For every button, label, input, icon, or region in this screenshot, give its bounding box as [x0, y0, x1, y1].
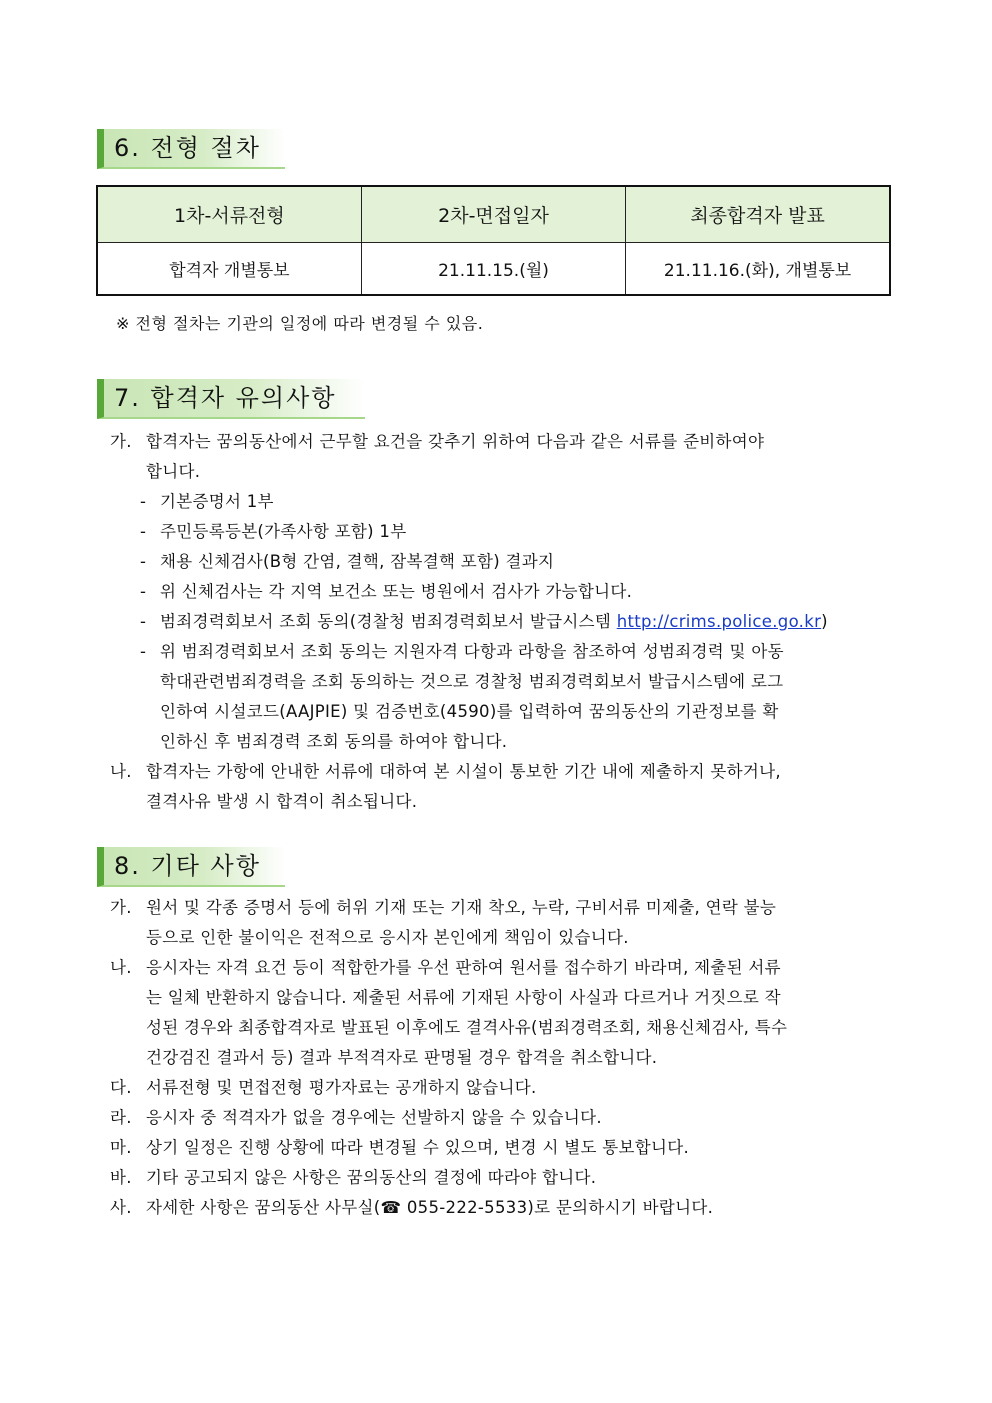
procedure-table	[96, 185, 891, 296]
item-marker: 바.	[110, 1168, 132, 1187]
list-item	[110, 953, 910, 983]
list-item	[110, 1163, 910, 1193]
list-item	[110, 1103, 910, 1133]
sub-item-text-continuation: 학대관련범죄경력을 조회 동의하는 것으로 경찰청 범죄경력회보서 발급시스템에 로그	[160, 672, 784, 691]
item-marker: 나.	[110, 762, 132, 781]
dash-bullet: -	[140, 552, 147, 571]
item-text-continuation: 등으로 인한 불이익은 전적으로 응시자 본인에게 책임이 있습니다.	[146, 928, 629, 947]
table-header-cell: 1차-서류전형	[97, 186, 361, 243]
item-marker: 마.	[110, 1138, 132, 1157]
item-text: 기타 공고되지 않은 사항은 꿈의동산의 결정에 따라야 합니다.	[146, 1168, 597, 1187]
dash-bullet: -	[140, 492, 147, 511]
item-text: 응시자는 자격 요건 등이 적합한가를 우선 판하여 원서를 접수하기 바라며, 제출된 서류	[146, 958, 781, 977]
sub-item-text: )	[821, 612, 828, 631]
sub-item-text: 기본증명서 1부	[160, 492, 274, 511]
sub-list-item	[110, 637, 910, 667]
dash-bullet: -	[140, 522, 147, 541]
sub-item-text-continuation: 인하여 시설코드(AAJPIE) 및 검증번호(4590)를 입력하여 꿈의동산의 기관정보를 확	[160, 702, 779, 721]
item-text: 합격자는 가항에 안내한 서류에 대하여 본 시설이 통보한 기간 내에 제출하지 못하거나,	[146, 762, 781, 781]
table-header-cell: 2차-면접일자	[361, 186, 625, 243]
section-8-body	[110, 893, 910, 1223]
sub-item-text-continuation: 인하신 후 범죄경력 조회 동의를 하여야 합니다.	[160, 732, 508, 751]
list-item	[110, 1073, 910, 1103]
table-cell: 합격자 개별통보	[97, 243, 361, 296]
sub-list-item	[110, 607, 910, 637]
list-item	[110, 1133, 910, 1163]
sub-list-item	[110, 487, 910, 517]
item-text: 서류전형 및 면접전형 평가자료는 공개하지 않습니다.	[146, 1078, 537, 1097]
item-marker: 사.	[110, 1198, 132, 1217]
list-item	[110, 757, 910, 787]
list-item	[110, 1193, 910, 1223]
table-header-cell: 최종합격자 발표	[626, 186, 890, 243]
item-marker: 가.	[110, 432, 132, 451]
item-text: 원서 및 각종 증명서 등에 허위 기재 또는 기재 착오, 누락, 구비서류 미제출, 연락 불능	[146, 898, 777, 917]
dash-bullet: -	[140, 582, 147, 601]
section-8-heading: 8. 기타 사항	[97, 847, 285, 887]
sub-item-text: 위 범죄경력회보서 조회 동의는 지원자격 다항과 라항을 참조하여 성범죄경력 및 아동	[160, 642, 784, 661]
item-marker: 라.	[110, 1108, 132, 1127]
sub-item-text: 위 신체검사는 각 지역 보건소 또는 병원에서 검사가 가능합니다.	[160, 582, 633, 601]
table-header-row	[97, 186, 890, 243]
table-cell: 21.11.15.(월)	[361, 243, 625, 296]
sub-list-item	[110, 517, 910, 547]
item-marker: 나.	[110, 958, 132, 977]
item-text: 자세한 사항은 꿈의동산 사무실(☎ 055-222-5533)로 문의하시기 바랍니다.	[146, 1198, 714, 1217]
item-text: 응시자 중 적격자가 없을 경우에는 선발하지 않을 수 있습니다.	[146, 1108, 602, 1127]
section-6-heading: 6. 전형 절차	[97, 129, 285, 169]
list-item	[110, 893, 910, 923]
sub-item-text: 범죄경력회보서 조회 동의(경찰청 범죄경력회보서 발급시스템	[160, 612, 617, 631]
item-marker: 가.	[110, 898, 132, 917]
item-text-continuation: 는 일체 반환하지 않습니다. 제출된 서류에 기재된 사항이 사실과 다르거나 거짓으로 작	[146, 988, 781, 1007]
sub-item-text: 채용 신체검사(B형 간염, 결핵, 잠복결핵 포함) 결과지	[160, 552, 555, 571]
item-text-continuation: 결격사유 발생 시 합격이 취소됩니다.	[146, 792, 418, 811]
item-text-continuation: 성된 경우와 최종합격자로 발표된 이후에도 결격사유(범죄경력조회, 채용신체검사, 특수	[146, 1018, 788, 1037]
sub-item-text: 주민등록등본(가족사항 포함) 1부	[160, 522, 407, 541]
section-7-body	[110, 427, 910, 817]
item-text: 합격자는 꿈의동산에서 근무할 요건을 갖추기 위하여 다음과 같은 서류를 준비하여야	[146, 432, 765, 451]
item-text-continuation: 합니다.	[146, 462, 201, 481]
procedure-note: ※ 전형 절차는 기관의 일정에 따라 변경될 수 있음.	[116, 314, 484, 333]
list-item	[110, 427, 910, 457]
item-text-continuation: 건강검진 결과서 등) 결과 부적격자로 판명될 경우 합격을 취소합니다.	[146, 1048, 658, 1067]
dash-bullet: -	[140, 612, 147, 631]
item-marker: 다.	[110, 1078, 132, 1097]
crims-link[interactable]: http://crims.police.go.kr	[616, 612, 822, 631]
item-text: 상기 일정은 진행 상황에 따라 변경될 수 있으며, 변경 시 별도 통보합니다.	[146, 1138, 690, 1157]
section-7-heading: 7. 합격자 유의사항	[97, 379, 365, 419]
sub-list-item	[110, 577, 910, 607]
dash-bullet: -	[140, 642, 147, 661]
table-row	[97, 243, 890, 296]
table-cell: 21.11.16.(화), 개별통보	[626, 243, 890, 296]
sub-list-item	[110, 547, 910, 577]
